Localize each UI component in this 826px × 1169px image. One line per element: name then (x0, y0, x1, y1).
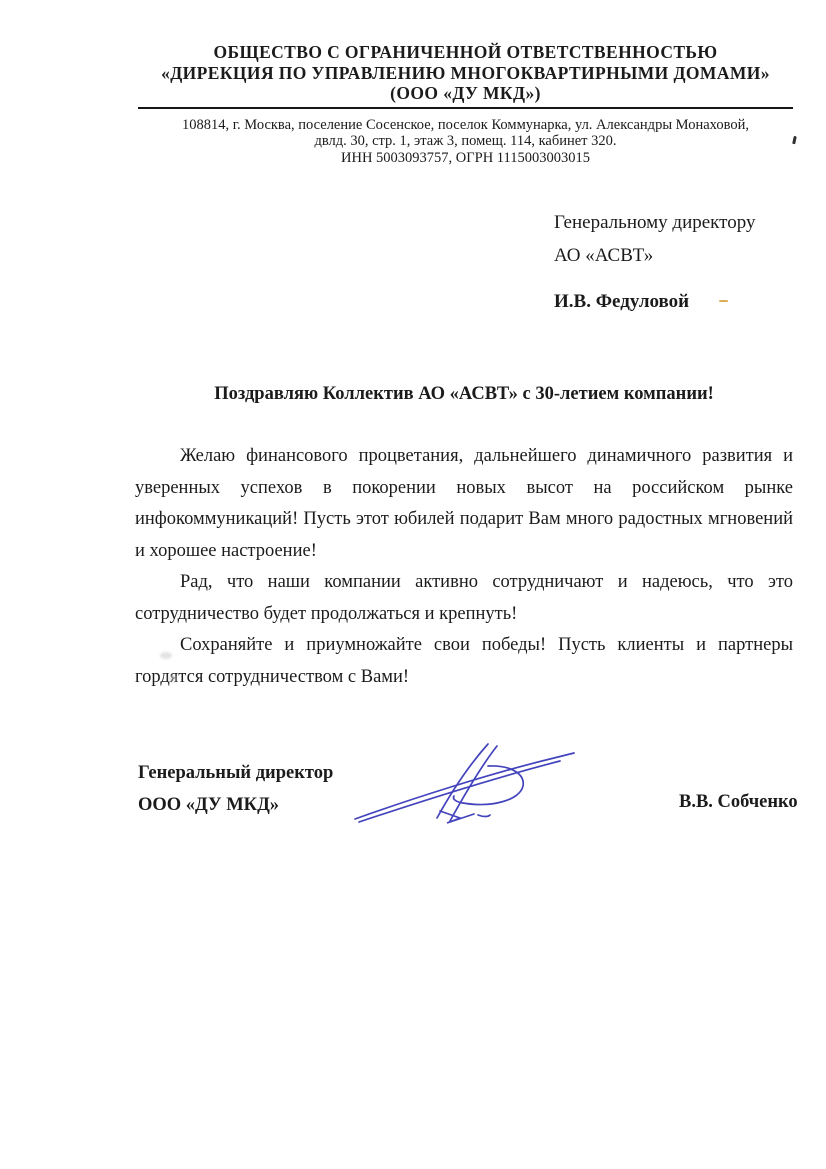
handwritten-signature-ink (328, 733, 578, 833)
body-paragraph-3: Сохраняйте и приумножайте свои победы! Пусть клиенты и партнеры гордятся сотрудничеством с Вами! (135, 635, 793, 687)
recipient-company: АО «АСВТ» (554, 245, 654, 266)
org-address-block (138, 117, 793, 167)
org-address-line2: двлд. 30, стр. 1, этаж 3, помещ. 114, кабинет 320. (314, 133, 617, 149)
body-paragraph-1: Желаю финансового процветания, дальнейшего динамичного развития и уверенных успехов в покорении новых высот на российском рынке инфокоммуникаций! Пусть этот юбилей подарит Вам много радостных мгновений и хорошее настроение! (135, 446, 793, 561)
signer-position: Генеральный директор (138, 763, 334, 783)
subject-line: Поздравляю Коллектив АО «АСВТ» с 30-летием компании! (214, 384, 714, 404)
letter-body (135, 441, 793, 693)
scan-artifact-speck (160, 652, 172, 659)
scan-artifact-speck (168, 674, 177, 683)
signer-title-block (138, 757, 333, 821)
signer-name: В.В. Собченко (679, 792, 798, 812)
scan-artifact-orange-dash (719, 300, 728, 302)
letterhead (138, 42, 793, 166)
org-address-line1: 108814, г. Москва, поселение Сосенское, поселок Коммунарка, ул. Александры Монаховой, (182, 116, 749, 133)
org-name-line1: ОБЩЕСТВО С ОГРАНИЧЕННОЙ ОТВЕТСТВЕННОСТЬЮ (213, 42, 718, 62)
org-inn-ogrn-line: ИНН 5003093757, ОГРН 1115003003015 (341, 149, 590, 166)
scan-artifact-comma (792, 136, 797, 144)
org-name-line3: (ООО «ДУ МКД») (390, 83, 541, 103)
org-name-line2: «ДИРЕКЦИЯ ПО УПРАВЛЕНИЮ МНОГОКВАРТИРНЫМИ ДОМАМИ» (161, 62, 770, 83)
recipient-position: Генеральному директору (554, 212, 756, 233)
recipient-name: И.В. Федуловой (554, 291, 690, 312)
signer-company: ООО «ДУ МКД» (138, 795, 280, 815)
letterhead-divider (138, 107, 793, 109)
body-paragraph-2: Рад, что наши компании активно сотрудничают и надеюсь, что это сотрудничество будет продолжаться и крепнуть! (135, 572, 793, 624)
